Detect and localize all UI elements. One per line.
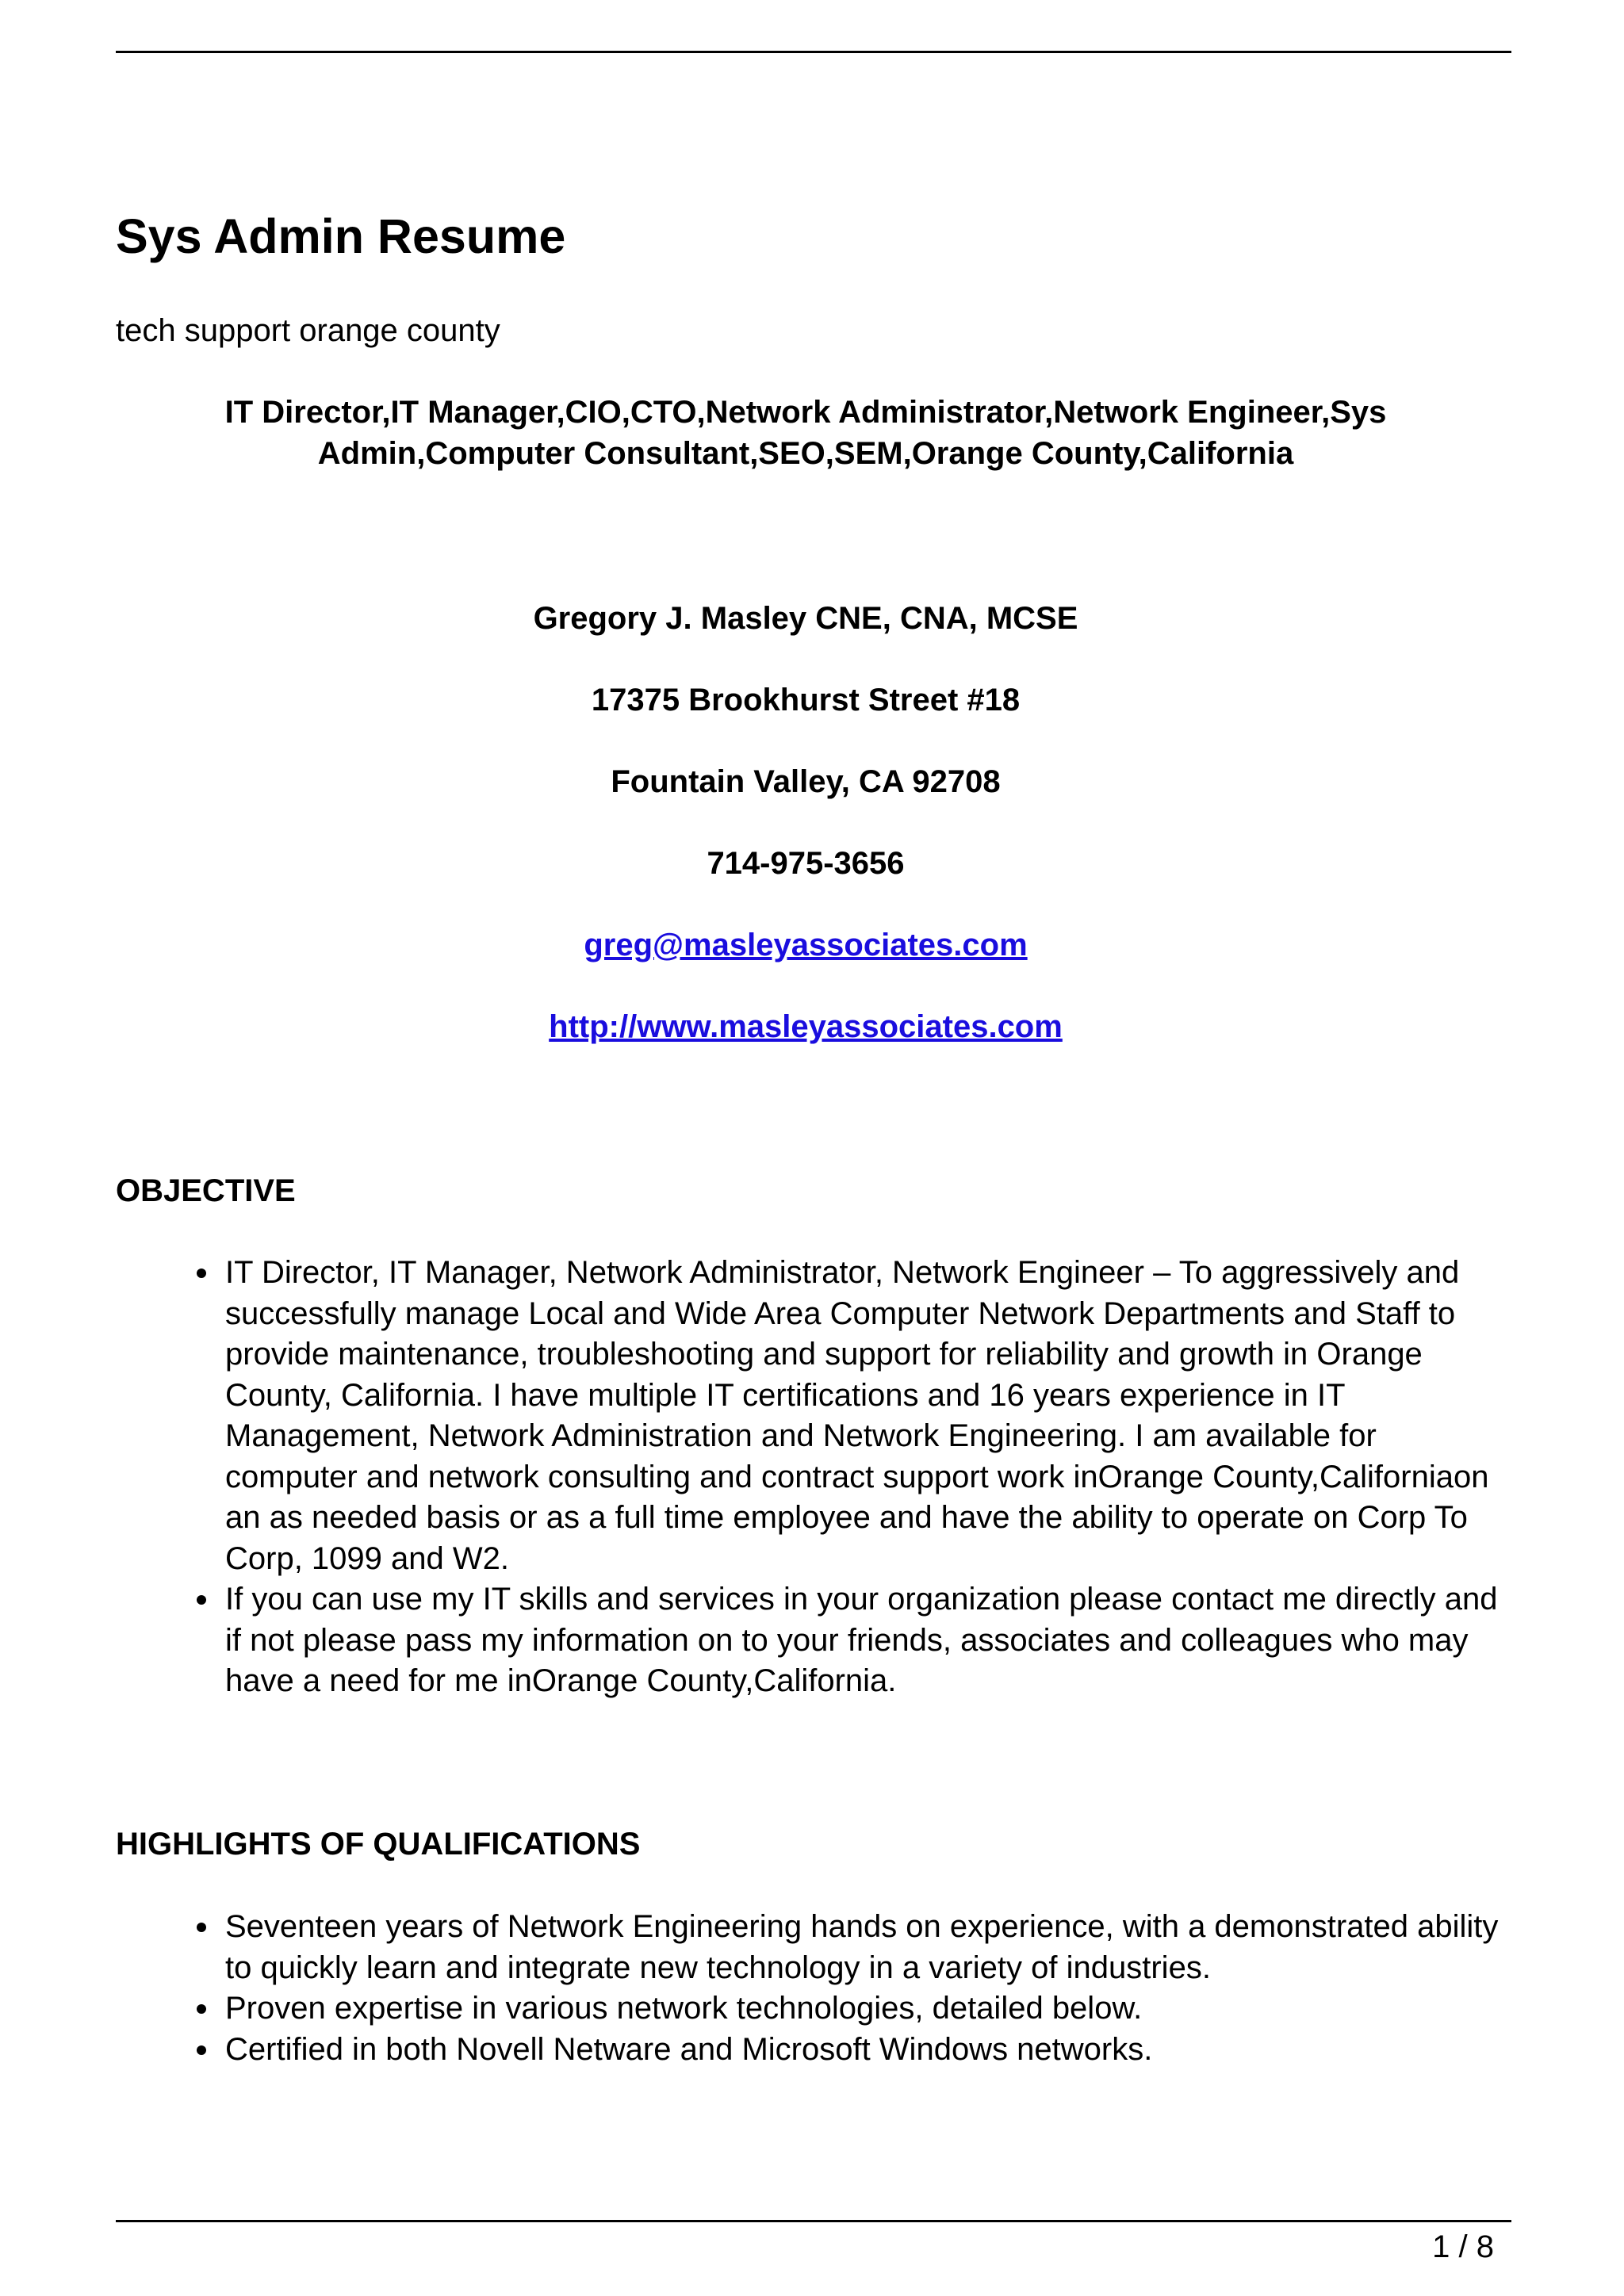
contact-phone: 714-975-3656 — [707, 846, 905, 881]
header-rule — [116, 51, 1511, 53]
contact-street: 17375 Brookhurst Street #18 — [591, 683, 1021, 718]
contact-email-line — [116, 924, 1496, 966]
bullet-icon — [197, 1923, 206, 1932]
email-link[interactable]: greg@masleyassociates.com — [584, 928, 1028, 962]
objective-heading: OBJECTIVE — [116, 1173, 296, 1208]
objective-item — [116, 1579, 1511, 1702]
highlight-item-text: Certified in both Novell Netware and Microsoft Windows networks. — [225, 2031, 1153, 2067]
highlight-item — [116, 2030, 1511, 2071]
highlights-heading: HIGHLIGHTS OF QUALIFICATIONS — [116, 1827, 641, 1862]
contact-name: Gregory J. Masley CNE, CNA, MCSE — [533, 601, 1078, 636]
page-title: Sys Admin Resume — [116, 209, 566, 263]
page-subtitle: tech support orange county — [116, 313, 500, 348]
bullet-icon — [197, 2045, 206, 2055]
highlight-item — [116, 1907, 1511, 1988]
highlight-item-text: Proven expertise in various network technologies, detailed below. — [225, 1991, 1143, 2026]
objective-list — [116, 1253, 1511, 1702]
bullet-icon — [197, 1269, 206, 1278]
page-number: 1 / 8 — [1432, 2229, 1494, 2264]
objective-item — [116, 1253, 1511, 1579]
objective-item-text: If you can use my IT skills and services in your organization please contact me directly and if not please pass my information on to your friends, associates and colleagues who may have a need for me inOrange County,California. — [225, 1582, 1498, 1698]
highlight-item — [116, 1988, 1511, 2030]
contact-website-line — [116, 1006, 1496, 1047]
highlight-item-text: Seventeen years of Network Engineering hands on experience, with a demonstrated ability to quickly learn and integrate new technology in a variety of industries. — [225, 1909, 1499, 1985]
bullet-icon — [197, 2004, 206, 2014]
highlights-list — [116, 1907, 1511, 2070]
bullet-icon — [197, 1595, 206, 1605]
footer-rule — [116, 2220, 1511, 2222]
objective-item-text: IT Director, IT Manager, Network Administrator, Network Engineer – To aggressively and successfully manage Local and Wide Area Computer Network Departments and Staff to provide maintenance, troubleshooting and support for reliability and growth in Orange County, California. I have multiple IT certifications and 16 years experience in IT Management, Network Administration and Network Engineering. I am available for computer and network consulting and contract support work inOrange County,Californiaon an as needed basis or as a full time employee and have the ability to operate on Corp To Corp, 1099 and W2. — [225, 1255, 1489, 1576]
keyword-tags: IT Director,IT Manager,CIO,CTO,Network Administrator,Network Engineer,Sys Admin,Computer Consultant,SEO,SEM,Orange County,California — [224, 395, 1387, 471]
website-link[interactable]: http://www.masleyassociates.com — [549, 1009, 1063, 1044]
contact-city: Fountain Valley, CA 92708 — [611, 764, 1001, 799]
